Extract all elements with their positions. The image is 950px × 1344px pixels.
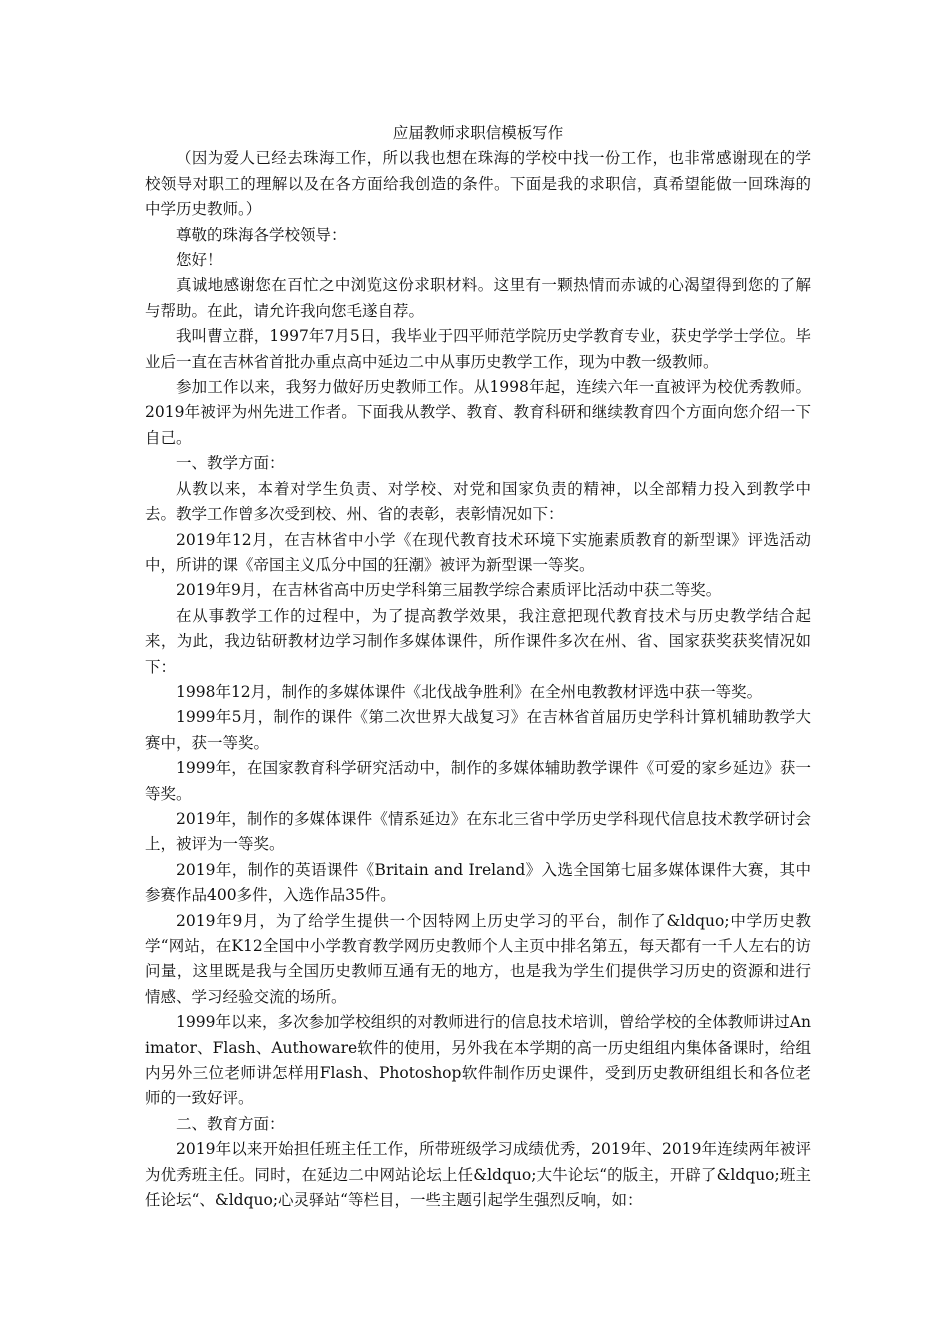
paragraph: 真诚地感谢您在百忙之中浏览这份求职材料。这里有一颗热情而赤诚的心渴望得到您的了解与帮助。在此，请允许我向您毛遂自荐。 — [145, 276, 811, 320]
document-page — [145, 121, 811, 1213]
paragraph: 在从事教学工作的过程中，为了提高教学效果，我注意把现代教育技术与历史教学结合起来，为此，我边钻研教材边学习制作多媒体课件，所作课件多次在州、省、国家获奖获奖情况如下： — [145, 606, 811, 676]
salutation: 尊敬的珠海各学校领导： — [176, 225, 347, 244]
paragraph: 1998年12月，制作的多媒体课件《北伐战争胜利》在全州电教教材评选中获一等奖。 — [176, 682, 763, 701]
paragraph: 1999年，在国家教育科学研究活动中，制作的多媒体辅助教学课件《可爱的家乡延边》获一等奖。 — [145, 759, 811, 803]
intro-note: （因为爱人已经去珠海工作，所以我也想在珠海的学校中找一份工作，也非常感谢现在的学校领导对职工的理解以及在各方面给我创造的条件。下面是我的求职信，真希望能做一回珠海的中学历史教师。） — [145, 149, 811, 219]
paragraph: 2019年以来开始担任班主任工作，所带班级学习成绩优秀，2019年、2019年连续两年被评为优秀班主任。同时，在延边二中网站论坛上任&ldquo;大牛论坛“的版主，开辟了&ldquo;班主任论坛“、&ldquo;心灵驿站“等栏目，一些主题引起学生强烈反响，如： — [145, 1140, 811, 1210]
paragraph: 2019年9月，为了给学生提供一个因特网上历史学习的平台，制作了&ldquo;中学历史教学“网站，在K12全国中小学教育教学网历史教师个人主页中排名第五，每天都有一千人左右的访问量，这里既是我与全国历史教师互通有无的地方，也是我为学生们提供学习历史的资源和进行情感、学习经验交流的场所。 — [145, 911, 811, 1006]
paragraph: 1999年以来，多次参加学校组织的对教师进行的信息技术培训，曾给学校的全体教师讲过Animator、Flash、Authoware软件的使用，另外我在本学期的高一历史组组内集体备课时，给组内另外三位老师讲怎样用Flash、Photoshop软件制作历史课件，受到历史教研组组长和各位老师的一致好评。 — [145, 1013, 811, 1108]
paragraph: 1999年5月，制作的课件《第二次世界大战复习》在吉林省首届历史学科计算机辅助教学大赛中，获一等奖。 — [145, 708, 811, 752]
section-heading: 一、教学方面： — [176, 454, 285, 473]
paragraph: 我叫曹立群，1997年7月5日，我毕业于四平师范学院历史学教育专业，获史学学士学位。毕业后一直在吉林省首批办重点高中延边二中从事历史教学工作，现为中教一级教师。 — [145, 327, 811, 371]
paragraph: 参加工作以来，我努力做好历史教师工作。从1998年起，连续六年一直被评为校优秀教师。2019年被评为州先进工作者。下面我从教学、教育、教育科研和继续教育四个方面向您介绍一下自己。 — [145, 378, 811, 447]
greeting: 您好！ — [176, 251, 223, 270]
document-title: 应届教师求职信模板写作 — [392, 124, 564, 142]
paragraph: 2019年12月，在吉林省中小学《在现代教育技术环境下实施素质教育的新型课》评选活动中，所讲的课《帝国主义瓜分中国的狂潮》被评为新型课一等奖。 — [145, 530, 811, 574]
section-heading: 二、教育方面： — [176, 1114, 285, 1133]
paragraph: 2019年，制作的英语课件《Britain and Ireland》入选全国第七届多媒体课件大赛，其中参赛作品400多件，入选作品35件。 — [145, 860, 811, 905]
paragraph: 2019年9月，在吉林省高中历史学科第三届教学综合素质评比活动中获二等奖。 — [176, 581, 722, 600]
paragraph: 从教以来，本着对学生负责、对学校、对党和国家负责的精神，以全部精力投入到教学中去。教学工作曾多次受到校、州、省的表彰，表彰情况如下： — [145, 479, 811, 524]
paragraph: 2019年，制作的多媒体课件《情系延边》在东北三省中学历史学科现代信息技术教学研讨会上，被评为一等奖。 — [145, 809, 811, 854]
